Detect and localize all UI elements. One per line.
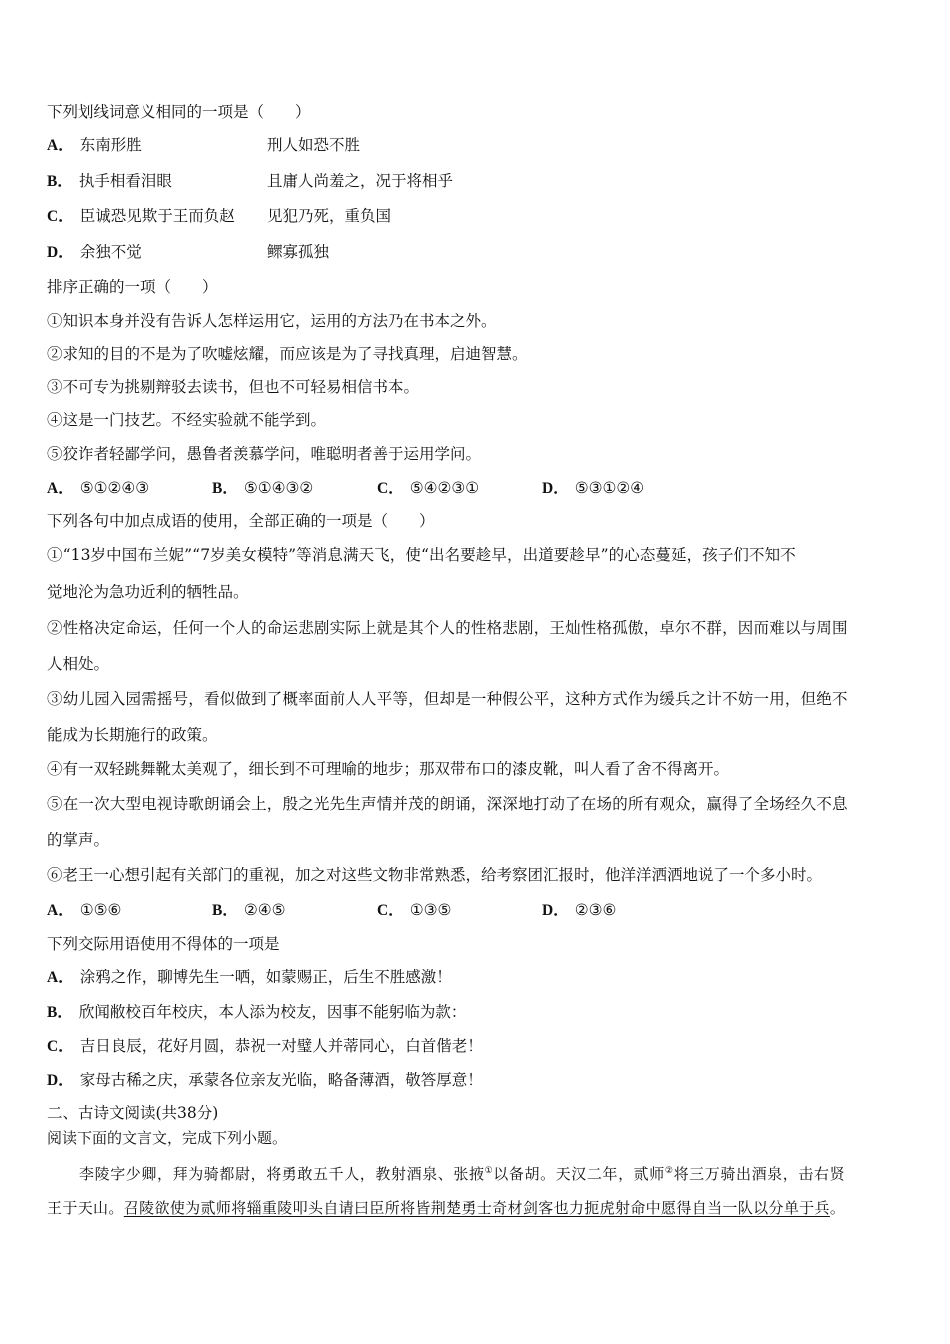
option-d[interactable] [542, 478, 644, 499]
question-stem: 下列各句中加点成语的使用，全部正确的一项是（ ） [47, 512, 435, 530]
option-label: A． [47, 902, 74, 919]
sentence-line: ②性格决定命运，任何一个人的命运悲剧实际上就是其个人的性格悲剧，王灿性格孤傲，卓尔不群，因而难以与周围 [47, 619, 848, 637]
passage-line [79, 1161, 845, 1184]
option-label: A． [47, 480, 74, 497]
option-label: B． [47, 1004, 73, 1021]
option-text: ①③⑤ [409, 901, 452, 919]
option-label: A． [47, 137, 74, 154]
passage-text: 。 [829, 1199, 846, 1217]
option-a-pair: 刑人如恐不胜 [267, 136, 361, 154]
option-d-pair: 鳏寡孤独 [267, 243, 330, 261]
option-text: ⑤③①②④ [574, 479, 645, 497]
option-text: 欣闻敝校百年校庆，本人添为校友，因事不能躬临为款： [78, 1003, 467, 1021]
passage-text: 将三万骑出酒泉，击右贤 [673, 1165, 846, 1183]
option-d[interactable] [47, 1070, 483, 1091]
question-stem: 排序正确的一项（ ） [47, 278, 218, 296]
option-a[interactable] [47, 135, 142, 156]
option-c[interactable] [377, 900, 451, 921]
option-label: C． [47, 1038, 74, 1055]
sentence-line: ③幼儿园入园需摇号，看似做到了概率面前人人平等，但却是一种假公平，这种方式作为缓兵之计不妨一用，但绝不 [47, 690, 848, 708]
option-text: 东南形胜 [79, 136, 142, 154]
option-a[interactable] [47, 900, 121, 921]
option-label: C． [377, 902, 404, 919]
option-label: A． [47, 969, 74, 986]
option-text: 臣诚恐见欺于王而负赵 [79, 207, 235, 225]
option-c[interactable] [377, 478, 479, 499]
passage-text: 王于天山。 [47, 1199, 124, 1217]
option-label: D． [542, 480, 569, 497]
option-text: 家母古稀之庆，承蒙各位亲友光临，略备薄酒，敬答厚意！ [79, 1071, 483, 1089]
option-b[interactable] [212, 900, 286, 921]
option-c-pair: 见犯乃死，重负国 [267, 207, 392, 225]
footnote-marker: ② [664, 1166, 674, 1176]
option-text: ②④⑤ [243, 901, 286, 919]
passage-line [47, 1198, 845, 1218]
passage-text: 以备胡。天汉二年，贰师 [493, 1165, 665, 1183]
sentence-item: ⑤狡诈者轻鄙学问，愚鲁者羡慕学问，唯聪明者善于运用学问。 [47, 445, 482, 463]
footnote-marker: ① [484, 1166, 494, 1176]
option-label: C． [377, 480, 404, 497]
option-b-pair: 且庸人尚羞之，况于将相乎 [267, 172, 454, 190]
section-heading: 二、古诗文阅读(共38分) [47, 1104, 219, 1122]
option-label: B． [212, 480, 238, 497]
option-text: ⑤④②③① [409, 479, 480, 497]
option-label: D． [542, 902, 569, 919]
option-b[interactable] [212, 478, 313, 499]
sentence-line: 能成为长期施行的政策。 [47, 726, 218, 744]
option-label: C． [47, 208, 74, 225]
sentence-line: 觉地沦为急功近利的牺牲品。 [47, 583, 249, 601]
option-c[interactable] [47, 206, 235, 227]
sentence-line: 的掌声。 [47, 831, 110, 849]
question-stem: 下列交际用语使用不得体的一项是 [47, 935, 280, 953]
section-instruction: 阅读下面的文言文，完成下列小题。 [47, 1129, 288, 1147]
sentence-line: ⑥老王一心想引起有关部门的重视，加之对这些文物非常熟悉，给考察团汇报时，他洋洋洒洒地说了一个多小时。 [47, 866, 823, 884]
option-text: ⑤①②④③ [79, 479, 150, 497]
option-a[interactable] [47, 478, 149, 499]
sentence-line: ④有一双轻跳舞靴太美观了，细长到不可理喻的地步；那双带布口的漆皮靴，叫人看了舍不得离开。 [47, 760, 730, 778]
sentence-item: ①知识本身并没有告诉人怎样运用它，运用的方法乃在书本之外。 [47, 312, 497, 330]
option-d[interactable] [542, 900, 616, 921]
option-text: ①⑤⑥ [79, 901, 122, 919]
option-label: D． [47, 1072, 74, 1089]
option-text: 涂鸦之作，聊博先生一哂，如蒙赐正，后生不胜感激！ [79, 968, 452, 986]
sentence-line: ⑤在一次大型电视诗歌朗诵会上，殷之光先生声情并茂的朗诵，深深地打动了在场的所有观众，赢得了全场经久不息 [47, 795, 848, 813]
passage-underlined-text: 召陵欲使为贰师将辎重陵叩头自请曰臣所将皆荆楚勇士奇材剑客也力扼虎射命中愿得自当一队以分单于兵 [123, 1199, 830, 1217]
option-text: ⑤①④③② [243, 479, 314, 497]
option-label: B． [212, 902, 238, 919]
option-a[interactable] [47, 967, 452, 988]
sentence-line: 人相处。 [47, 655, 110, 673]
option-label: D． [47, 244, 74, 261]
sentence-line: ①“13岁中国布兰妮”“7岁美女模特”等消息满天飞，使“出名要趁早，出道要趁早”的心态蔓延，孩子们不知不 [47, 546, 796, 564]
sentence-item: ④这是一门技艺。不经实验就不能学到。 [47, 411, 327, 429]
option-b[interactable] [47, 1002, 466, 1023]
option-text: 执手相看泪眼 [78, 172, 172, 190]
option-text: ②③⑥ [574, 901, 617, 919]
option-text: 吉日良辰，花好月圆，恭祝一对璧人并蒂同心，白首偕老！ [79, 1037, 483, 1055]
option-d[interactable] [47, 242, 142, 263]
option-text: 余独不觉 [79, 243, 142, 261]
option-b[interactable] [47, 171, 172, 192]
question-stem: 下列划线词意义相同的一项是（ ） [47, 103, 311, 121]
option-c[interactable] [47, 1036, 483, 1057]
sentence-item: ②求知的目的不是为了吹嘘炫耀，而应该是为了寻找真理，启迪智慧。 [47, 345, 528, 363]
passage-text: 李陵字少卿，拜为骑都尉，将勇敢五千人，教射酒泉、张掖 [79, 1165, 485, 1183]
option-label: B． [47, 173, 73, 190]
sentence-item: ③不可专为挑剔辩驳去读书，但也不可轻易相信书本。 [47, 378, 420, 396]
